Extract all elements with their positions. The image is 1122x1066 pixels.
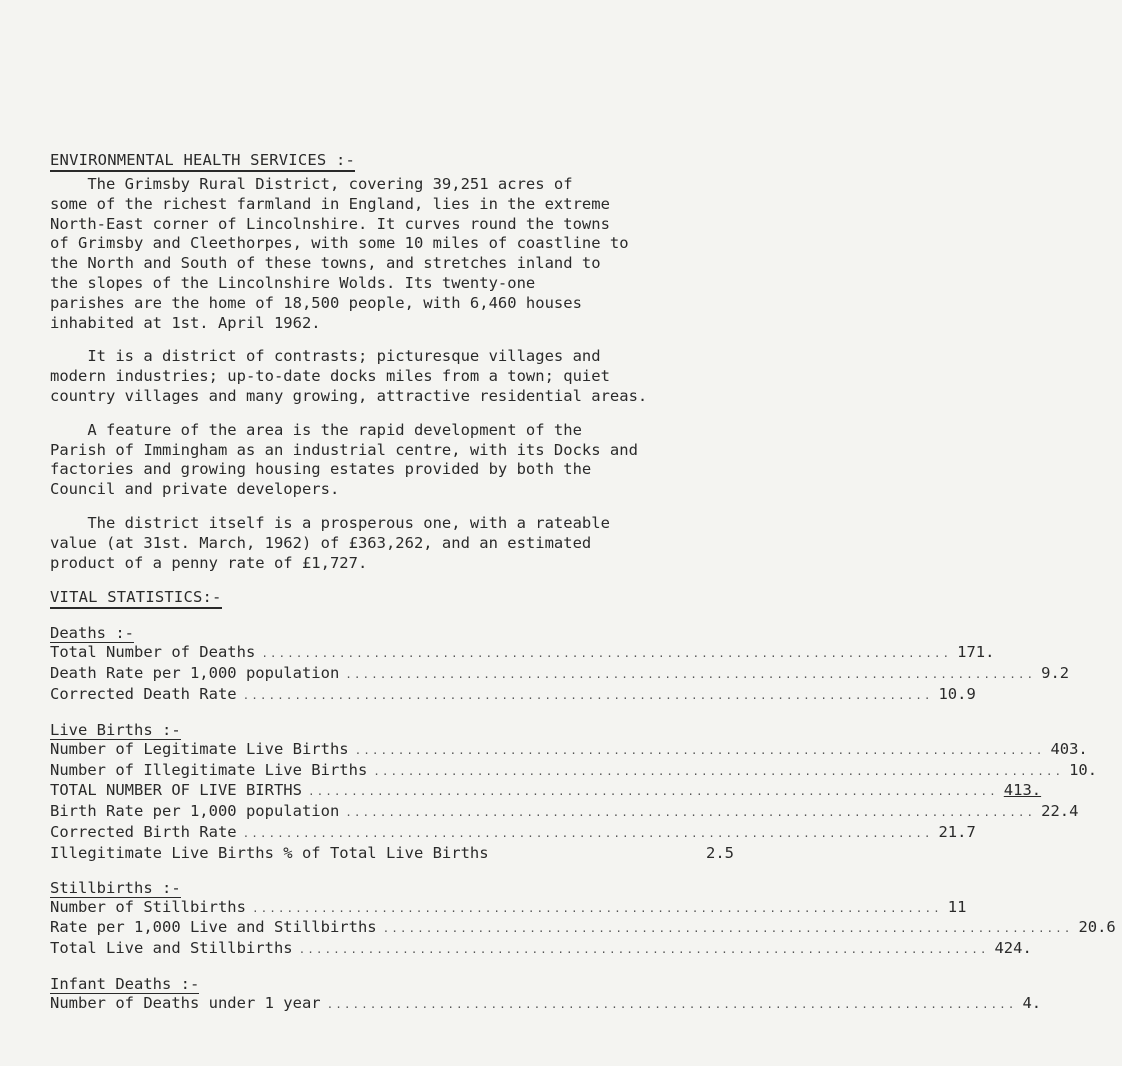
paragraph-immingham: A feature of the area is the rapid development of the Parish of Immingham as an industrial centre, with its Docks and factories and growing housing estates provided by both the Council and private developers. [50,420,638,499]
stat-value: 2.5 [706,843,734,862]
stat-row [50,918,1116,939]
stat-row [50,844,750,864]
stat-value: 10.9 [938,684,976,703]
stat-row [50,781,1042,802]
stat-value: 21.7 [938,822,976,841]
stat-label: Total Number of Deaths [50,643,256,662]
dot-leader: ................................................................................ [345,806,1036,820]
dot-leader: ................................................................................ [354,743,1045,757]
stat-label: Corrected Death Rate [50,684,237,703]
infant-deaths-heading: Infant Deaths :- [50,974,200,993]
stat-value: 413. [1003,781,1042,800]
stat-label: Number of Deaths under 1 year [50,993,321,1012]
stat-row [50,993,1042,1015]
dot-leader: ................................................................................ [326,997,1017,1011]
stat-value: 11 [947,897,967,916]
stat-label: Rate per 1,000 Live and Stillbirths [50,918,377,937]
dot-leader: ................................................................................ [251,901,942,915]
vital-heading: VITAL STATISTICS:- [50,588,222,609]
stat-value: 424. [994,939,1032,958]
dot-leader: ................................................................................ [242,688,933,702]
stat-label: TOTAL NUMBER OF LIVE BIRTHS [50,781,302,800]
stat-row [50,939,1032,960]
stat-value: 403. [1050,739,1088,758]
dot-leader: ................................................................................ [298,943,989,957]
stat-label: Number of Illegitimate Live Births [50,760,368,779]
stat-label: Corrected Birth Rate [50,822,237,841]
dot-leader: ................................................................................ [307,785,998,799]
stat-label: Number of Stillbirths [50,897,246,916]
stat-row [50,802,1079,823]
stat-row [50,664,1070,685]
stat-value: 22.4 [1041,802,1079,821]
deaths-heading: Deaths :- [50,624,134,643]
stat-label: Total Live and Stillbirths [50,939,293,958]
stat-row [50,822,976,844]
stat-row [50,897,967,919]
stat-row [50,739,1088,761]
dot-leader: ................................................................................ [261,647,952,661]
stat-row [50,684,976,706]
dot-leader: ................................................................................ [373,764,1064,778]
stillbirths-heading: Stillbirths :- [50,878,181,897]
stat-value: 171. [957,643,995,662]
paragraph-district: The Grimsby Rural District, covering 39,251 acres of some of the richest farmland in England, lies in the extreme North-East corner of Lincolnshire. It curves round the towns of Grimsby and Cleethorpes, with some 10 miles of coastline to the North and South of these towns, and stretches inland to the slopes of the Lincolnshire Wolds. Its twenty-one parishes are the home of 18,500 people, with 6,460 houses inhabited at 1st. April 1962. [50,175,629,332]
stat-value: 10. [1069,760,1098,779]
text-column [50,150,1116,1015]
dot-leader: ................................................................................ [242,826,933,840]
live-births-heading: Live Births :- [50,720,181,739]
stat-label: Death Rate per 1,000 population [50,664,340,683]
stat-row [50,643,995,664]
dot-leader: ................................................................................ [382,922,1073,936]
env-heading: ENVIRONMENTAL HEALTH SERVICES :- [50,151,355,172]
paragraph-contrasts: It is a district of contrasts; picturesque villages and modern industries; up-to-date docks miles from a town; quiet country villages and many growing, attractive residential areas. [50,347,648,405]
dot-leader: ................................................................................ [345,668,1036,682]
stat-value: 20.6 [1078,918,1116,937]
paragraph-rateable: The district itself is a prosperous one, with a rateable value (at 31st. March, 1962) of £363,262, and an estimated product of a penny rate of £1,727. [50,513,610,572]
stat-row [50,760,1098,782]
stat-value: 4. [1022,993,1042,1012]
stat-label: Illegitimate Live Births % of Total Live Births [50,843,489,862]
stat-label: Number of Legitimate Live Births [50,739,349,758]
stat-value: 9.2 [1041,664,1070,683]
stat-label: Birth Rate per 1,000 population [50,802,340,821]
